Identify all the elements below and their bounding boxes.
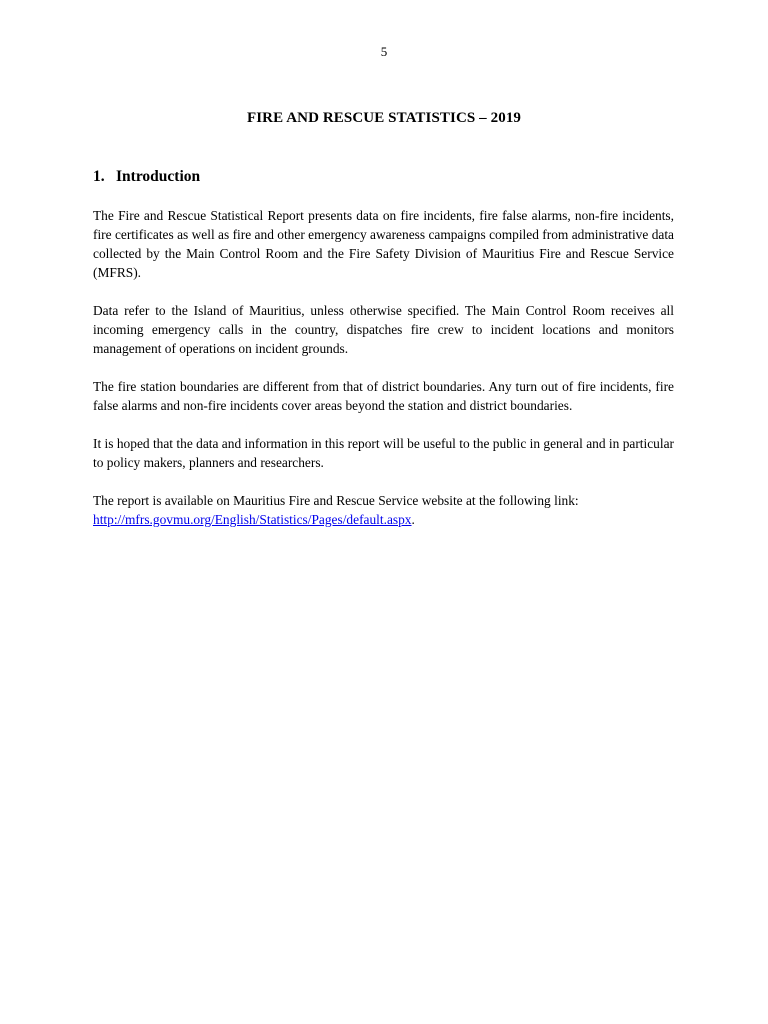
document-title: FIRE AND RESCUE STATISTICS – 2019 [246, 110, 522, 126]
document-body [93, 206, 674, 529]
page-number: 5 [380, 44, 388, 59]
paragraph-purpose: It is hoped that the data and information in this report will be useful to the public in general and in particular to policy makers, planners and researchers. [93, 436, 674, 470]
paragraph-boundaries: The fire station boundaries are different from that of district boundaries. Any turn out of fire incidents, fire false alarms and non-fire incidents cover areas beyond the station and district boundaries. [93, 379, 674, 413]
availability-text: The report is available on Mauritius Fire and Rescue Service website at the following link: [93, 493, 579, 508]
paragraph-availability [93, 491, 674, 529]
link-trailing-period: . [411, 512, 415, 527]
section-heading-text: Introduction [116, 168, 201, 185]
paragraph-overview: The Fire and Rescue Statistical Report presents data on fire incidents, fire false alarms, non-fire incidents, fire certificates as well as fire and other emergency awareness campaigns compiled from administrative data collected by the Main Control Room and the Fire Safety Division of Mauritius Fire and Rescue Service (MFRS). [93, 208, 674, 280]
report-link[interactable]: http://mfrs.govmu.org/English/Statistics/Pages/default.aspx [93, 512, 412, 527]
section-heading [93, 168, 200, 186]
paragraph-coverage: Data refer to the Island of Mauritius, unless otherwise specified. The Main Control Room receives all incoming emergency calls in the country, dispatches fire crew to incident locations and monitors management of operations on incident grounds. [93, 303, 674, 356]
section-number: 1. [93, 168, 105, 185]
